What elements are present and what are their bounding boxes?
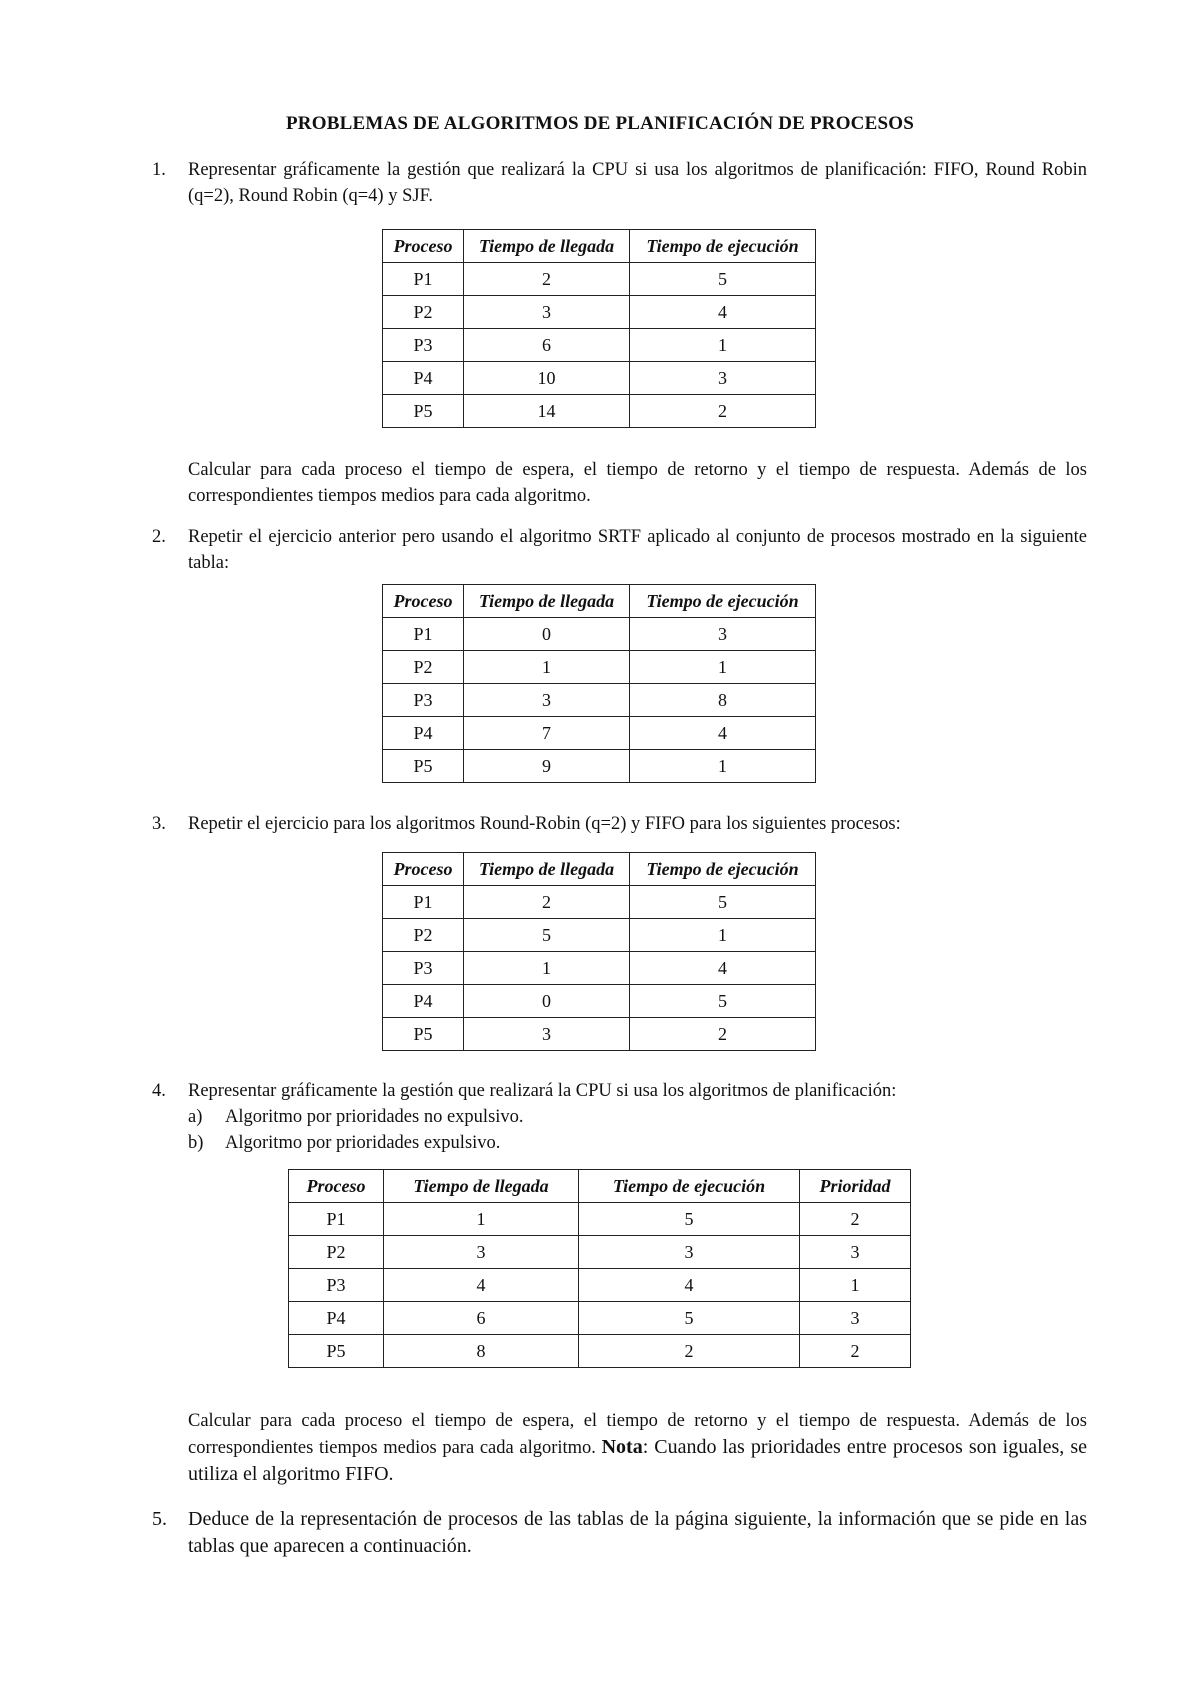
instructions-text: Calcular para cada proceso el tiempo de espera, el tiempo de retorno y el tiempo de respuesta. Además de los correspondientes tiempos medios para cada algoritmo.: [188, 1411, 1087, 1458]
table-row: [383, 919, 816, 952]
header-proceso: Proceso: [289, 1170, 384, 1203]
page-title: PROBLEMAS DE ALGORITMOS DE PLANIFICACIÓN DE PROCESOS: [286, 113, 914, 134]
problem-text: Repetir el ejercicio para los algoritmos Round-Robin (q=2) y FIFO para los siguientes procesos:: [188, 814, 901, 834]
table-header-row: [383, 853, 816, 886]
header-proceso: Proceso: [383, 853, 464, 886]
problem-2: [152, 524, 1087, 576]
cell: P4: [383, 362, 464, 395]
table-row: [289, 1203, 911, 1236]
subitem-a: [188, 1104, 1087, 1130]
cell: 14: [464, 395, 630, 428]
table-row: [383, 618, 816, 651]
header-ejecucion: Tiempo de ejecución: [630, 230, 816, 263]
process-table-3: [382, 852, 816, 1051]
cell: 5: [579, 1203, 800, 1236]
cell: 1: [630, 651, 816, 684]
cell: 2: [800, 1335, 911, 1368]
problem-text: Representar gráficamente la gestión que realizará la CPU si usa los algoritmos de planificación: FIFO, Round Robin (q=2), Round Robin (q=4) y SJF.: [188, 160, 1087, 206]
subitem-text: Algoritmo por prioridades expulsivo.: [225, 1133, 501, 1153]
cell: 0: [464, 618, 630, 651]
table-row: [289, 1335, 911, 1368]
cell: P2: [383, 919, 464, 952]
table-row: [383, 717, 816, 750]
cell: 1: [630, 750, 816, 783]
header-ejecucion: Tiempo de ejecución: [630, 853, 816, 886]
problem-5: [152, 1506, 1087, 1560]
header-ejecucion: Tiempo de ejecución: [630, 585, 816, 618]
cell: 0: [464, 985, 630, 1018]
cell: P2: [383, 296, 464, 329]
note-text: : Cuando las prioridades entre procesos son iguales, se utiliza el algoritmo FIFO.: [188, 1436, 1088, 1485]
cell: 8: [384, 1335, 579, 1368]
table-row: [383, 362, 816, 395]
problem-3: [152, 811, 1087, 837]
header-ejecucion: Tiempo de ejecución: [579, 1170, 800, 1203]
cell: P5: [383, 1018, 464, 1051]
table-header-row: [383, 230, 816, 263]
header-llegada: Tiempo de llegada: [464, 853, 630, 886]
problem-number: 5.: [152, 1508, 167, 1530]
subitem-b: [188, 1130, 1087, 1156]
process-table-2: [382, 584, 816, 783]
cell: 3: [464, 684, 630, 717]
cell: 5: [630, 985, 816, 1018]
note-label: Nota: [601, 1436, 643, 1458]
table-row: [289, 1236, 911, 1269]
table-row: [383, 296, 816, 329]
cell: P3: [383, 684, 464, 717]
subitem-text: Algoritmo por prioridades no expulsivo.: [225, 1107, 524, 1127]
header-prioridad: Prioridad: [800, 1170, 911, 1203]
cell: 5: [579, 1302, 800, 1335]
cell: P3: [383, 952, 464, 985]
cell: P5: [289, 1335, 384, 1368]
cell: 2: [800, 1203, 911, 1236]
cell: P2: [383, 651, 464, 684]
cell: 3: [800, 1236, 911, 1269]
cell: P3: [289, 1269, 384, 1302]
cell: 1: [384, 1203, 579, 1236]
subitem-label: b): [188, 1133, 204, 1153]
cell: P1: [383, 263, 464, 296]
problem-text: Repetir el ejercicio anterior pero usando el algoritmo SRTF aplicado al conjunto de procesos mostrado en la siguiente tabla:: [188, 527, 1087, 573]
table-row: [383, 886, 816, 919]
table-row: [383, 684, 816, 717]
cell: 10: [464, 362, 630, 395]
cell: 8: [630, 684, 816, 717]
cell: 3: [464, 1018, 630, 1051]
cell: P1: [383, 886, 464, 919]
header-proceso: Proceso: [383, 230, 464, 263]
cell: P5: [383, 750, 464, 783]
cell: 2: [579, 1335, 800, 1368]
cell: 3: [384, 1236, 579, 1269]
cell: P4: [383, 717, 464, 750]
table-row: [289, 1269, 911, 1302]
cell: 5: [630, 886, 816, 919]
problem-number: 1.: [152, 160, 166, 180]
problem-1-instructions: Calcular para cada proceso el tiempo de espera, el tiempo de retorno y el tiempo de respuesta. Además de los correspondientes tiempos medios para cada algoritmo.: [188, 460, 1087, 506]
cell: 2: [630, 1018, 816, 1051]
cell: 2: [630, 395, 816, 428]
header-llegada: Tiempo de llegada: [464, 585, 630, 618]
problem-4-instructions: [188, 1408, 1087, 1488]
cell: 1: [464, 952, 630, 985]
table-header-row: [289, 1170, 911, 1203]
problem-text: [188, 1078, 1087, 1156]
cell: P4: [289, 1302, 384, 1335]
table-row: [383, 651, 816, 684]
cell: 4: [630, 717, 816, 750]
cell: P3: [383, 329, 464, 362]
cell: 4: [579, 1269, 800, 1302]
cell: 1: [464, 651, 630, 684]
header-llegada: Tiempo de llegada: [384, 1170, 579, 1203]
header-llegada: Tiempo de llegada: [464, 230, 630, 263]
cell: 1: [630, 329, 816, 362]
subitem-label: a): [188, 1107, 203, 1127]
header-proceso: Proceso: [383, 585, 464, 618]
table-row: [383, 395, 816, 428]
cell: P1: [289, 1203, 384, 1236]
cell: 1: [800, 1269, 911, 1302]
table-row: [383, 1018, 816, 1051]
cell: 3: [630, 618, 816, 651]
problem-number: 2.: [152, 527, 166, 547]
table-row: [289, 1302, 911, 1335]
process-table-4: [288, 1169, 911, 1368]
cell: P1: [383, 618, 464, 651]
cell: 3: [464, 296, 630, 329]
problem-number: 4.: [152, 1081, 166, 1101]
table-row: [383, 263, 816, 296]
cell: P5: [383, 395, 464, 428]
process-table-1: [382, 229, 816, 428]
cell: 2: [464, 263, 630, 296]
table-row: [383, 329, 816, 362]
cell: 4: [630, 952, 816, 985]
cell: 7: [464, 717, 630, 750]
cell: 6: [384, 1302, 579, 1335]
cell: 3: [579, 1236, 800, 1269]
cell: 6: [464, 329, 630, 362]
problem-number: 3.: [152, 814, 166, 834]
cell: P4: [383, 985, 464, 1018]
problem-text: Deduce de la representación de procesos de las tablas de la página siguiente, la información que se pide en las tablas que aparecen a continuación.: [188, 1508, 1087, 1557]
cell: 4: [384, 1269, 579, 1302]
cell: 1: [630, 919, 816, 952]
problem-text-main: Representar gráficamente la gestión que realizará la CPU si usa los algoritmos de planificación:: [188, 1081, 897, 1101]
cell: 9: [464, 750, 630, 783]
cell: 5: [630, 263, 816, 296]
cell: 3: [800, 1302, 911, 1335]
table-row: [383, 750, 816, 783]
cell: 5: [464, 919, 630, 952]
cell: 4: [630, 296, 816, 329]
table-row: [383, 952, 816, 985]
cell: 2: [464, 886, 630, 919]
table-row: [383, 985, 816, 1018]
cell: P2: [289, 1236, 384, 1269]
cell: 3: [630, 362, 816, 395]
table-header-row: [383, 585, 816, 618]
problem-1: [152, 157, 1087, 209]
problem-4: [152, 1078, 1087, 1156]
